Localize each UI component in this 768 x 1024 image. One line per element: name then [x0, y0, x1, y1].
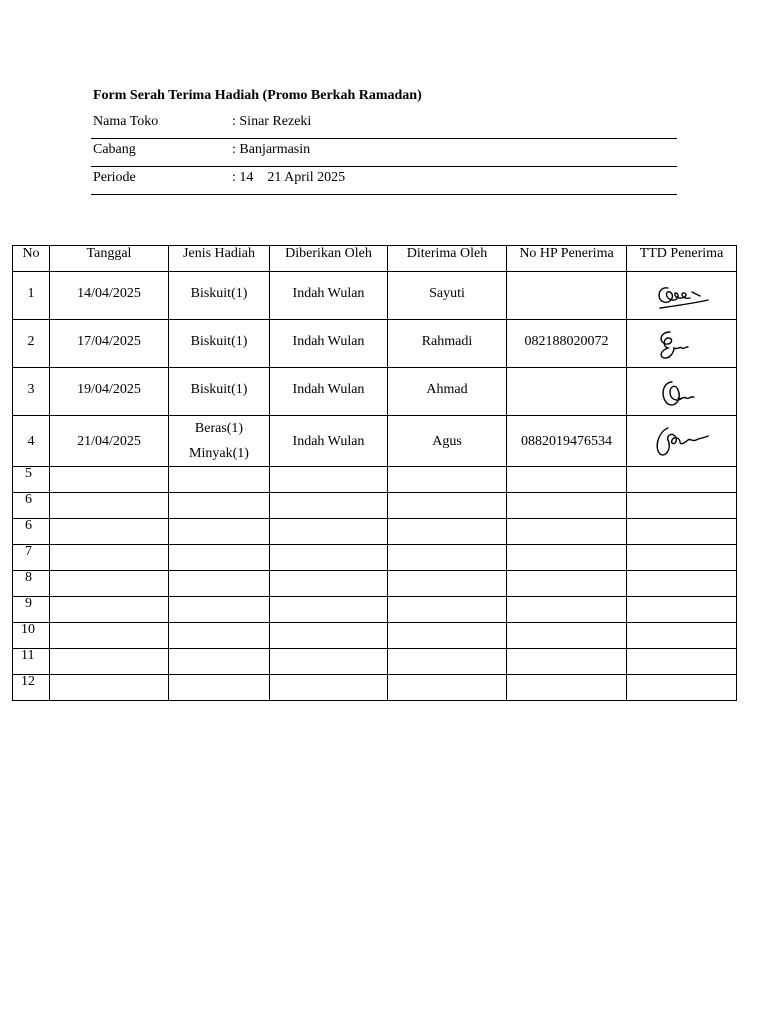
table-row	[13, 571, 737, 597]
cell-diterima: Rahmadi	[421, 334, 473, 349]
header-jenis-hadiah: Jenis Hadiah	[169, 246, 270, 272]
table-row	[13, 623, 737, 649]
field-cabang	[91, 139, 677, 167]
table-row	[13, 368, 737, 416]
field-value: : Sinar Rezeki	[232, 114, 312, 129]
header-no: No	[13, 246, 50, 272]
cell-no: 12	[13, 675, 50, 701]
cell-diberikan: Indah Wulan	[292, 434, 365, 449]
header-ttd: TTD Penerima	[627, 246, 737, 272]
cell-no: 6	[13, 519, 50, 545]
table-row	[13, 649, 737, 675]
cell-diberikan: Indah Wulan	[292, 334, 365, 349]
field-value: : Banjarmasin	[232, 142, 311, 157]
cell-no: 3	[27, 382, 35, 397]
cell-no: 1	[27, 286, 35, 301]
cell-hp: 082188020072	[524, 334, 609, 349]
form-title: Form Serah Terima Hadiah (Promo Berkah Ramadan)	[93, 88, 422, 103]
table-row	[13, 597, 737, 623]
field-value: : 14 21 April 2025	[232, 170, 346, 185]
cell-no: 8	[13, 571, 50, 597]
field-label: Cabang	[93, 142, 136, 157]
cell-no: 4	[27, 434, 35, 449]
table-row	[13, 320, 737, 368]
cell-hadiah-line: Beras(1)	[194, 421, 244, 436]
cell-no: 2	[27, 334, 35, 349]
table-row	[13, 493, 737, 519]
cell-diterima: Sayuti	[429, 286, 465, 301]
cell-no: 10	[13, 623, 50, 649]
table-row	[13, 416, 737, 467]
cell-no: 6	[13, 493, 50, 519]
cell-hadiah	[169, 416, 269, 466]
cell-hadiah: Biskuit(1)	[190, 382, 248, 397]
cell-no: 7	[13, 545, 50, 571]
header-diberikan-oleh: Diberikan Oleh	[270, 246, 388, 272]
signature-sayuti	[650, 278, 714, 316]
table-row	[13, 272, 737, 320]
cell-tanggal: 14/04/2025	[77, 286, 141, 301]
cell-hp	[507, 272, 626, 286]
table-row	[13, 467, 737, 493]
field-label: Periode	[93, 170, 136, 185]
signature-agus	[650, 422, 714, 460]
signature-ahmad	[650, 374, 714, 412]
cell-hadiah: Biskuit(1)	[190, 334, 248, 349]
cell-tanggal: 19/04/2025	[77, 382, 141, 397]
cell-hadiah: Biskuit(1)	[190, 286, 248, 301]
header-diterima-oleh: Diterima Oleh	[388, 246, 507, 272]
field-nama-toko	[91, 111, 677, 139]
cell-no: 9	[13, 597, 50, 623]
table-row	[13, 675, 737, 701]
table-header-row	[13, 246, 737, 272]
cell-diterima: Agus	[432, 434, 462, 449]
field-label: Nama Toko	[93, 114, 159, 129]
cell-no: 5	[13, 467, 50, 493]
cell-diberikan: Indah Wulan	[292, 382, 365, 397]
table-row	[13, 545, 737, 571]
cell-tanggal: 21/04/2025	[77, 434, 141, 449]
table-row	[13, 519, 737, 545]
cell-diterima: Ahmad	[426, 382, 468, 397]
header-no-hp: No HP Penerima	[507, 246, 627, 272]
handover-table	[12, 245, 737, 701]
cell-hadiah-line: Minyak(1)	[189, 446, 249, 461]
cell-hp: 0882019476534	[521, 434, 612, 449]
header-tanggal: Tanggal	[50, 246, 169, 272]
signature-rahmadi	[650, 326, 714, 364]
cell-no: 11	[13, 649, 50, 675]
field-periode	[91, 167, 677, 195]
cell-tanggal: 17/04/2025	[77, 334, 141, 349]
cell-diberikan: Indah Wulan	[292, 286, 365, 301]
cell-hp	[507, 368, 626, 382]
